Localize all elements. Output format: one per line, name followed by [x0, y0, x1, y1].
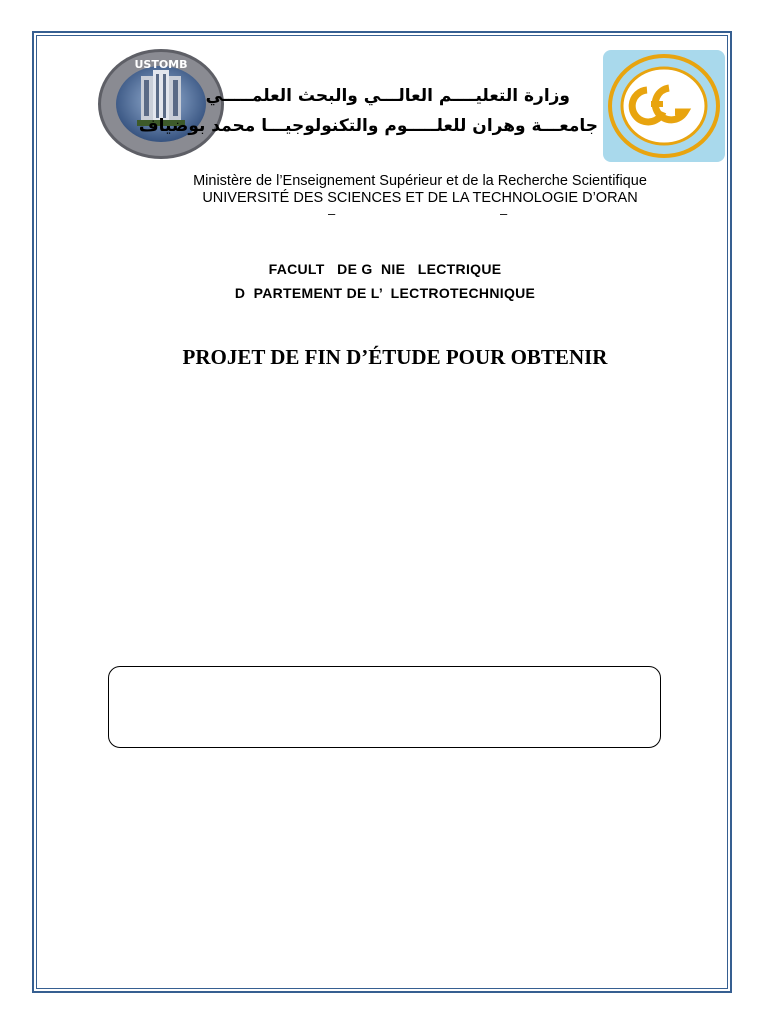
dash-right: –	[500, 206, 508, 221]
dash-left: –	[328, 206, 336, 221]
department-name: D PARTEMENT DE L’ LECTROTECHNIQUE	[234, 285, 536, 301]
french-ministry-title: Ministère de l’Enseignement Supérieur et de la Recherche Scientifique	[193, 173, 647, 189]
french-university-title: UNIVERSITÉ DES SCIENCES ET DE LA TECHNOLOGIE D’ORAN	[202, 190, 638, 206]
project-title: PROJET DE FIN D’ÉTUDE POUR OBTENIR	[182, 345, 608, 369]
svg-text:USTOMB: USTOMB	[134, 58, 188, 71]
faculty-fge-logo	[603, 50, 725, 162]
arabic-university-title: جامعـــة وهران للعلـــــوم والتكنولوجيـــا محمد بوضياف	[138, 116, 598, 136]
title-box	[108, 666, 661, 748]
arabic-ministry-title: وزارة التعليــــم العالـــي والبحث العلمـــــي	[205, 86, 570, 106]
faculty-name: FACULT DE G NIE LECTRIQUE	[268, 261, 502, 277]
